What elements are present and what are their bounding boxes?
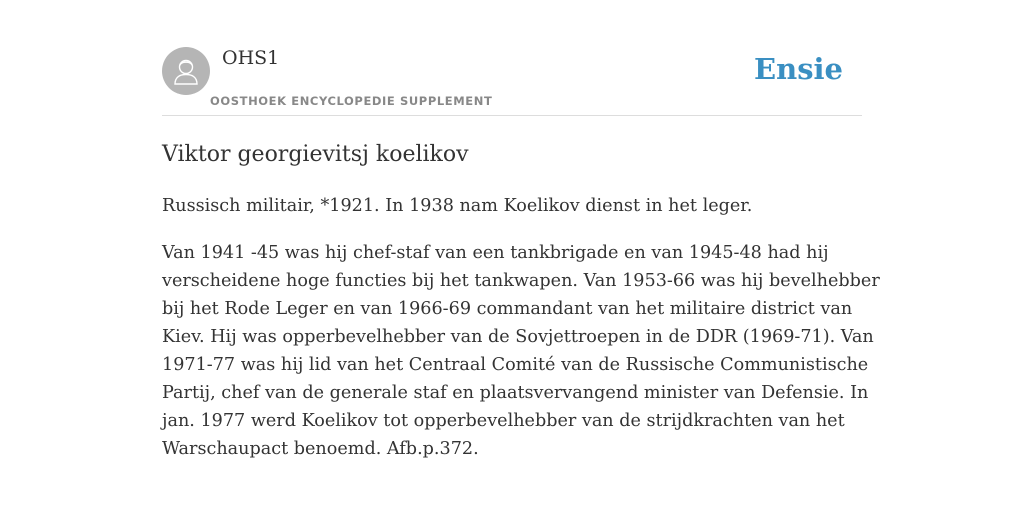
user-icon	[162, 47, 210, 95]
source-subtitle: OOSTHOEK ENCYCLOPEDIE SUPPLEMENT	[210, 94, 493, 108]
brand-logo[interactable]: Ensie	[754, 52, 843, 86]
article-paragraph-1: Russisch militair, *1921. In 1938 nam Koelikov dienst in het leger.	[162, 196, 753, 216]
header	[162, 0, 862, 116]
paragraph-line: bij het Rode Leger en van 1966-69 commandant van het militaire district van	[162, 299, 853, 319]
article-paragraph-2	[162, 239, 880, 463]
source-avatar[interactable]	[162, 47, 210, 95]
paragraph-line: Warschaupact benoemd. Afb.p.372.	[162, 439, 479, 459]
paragraph-line: jan. 1977 werd Koelikov tot opperbevelhebber van de strijdkrachten van het	[162, 411, 845, 431]
article-title: Viktor georgievitsj koelikov	[162, 142, 469, 167]
paragraph-line: 1971-77 was hij lid van het Centraal Comité van de Russische Communistische	[162, 355, 869, 375]
paragraph-line: verscheidene hoge functies bij het tankwapen. Van 1953-66 was hij bevelhebber	[162, 271, 880, 291]
page-container	[162, 0, 880, 459]
paragraph-line: Van 1941 -45 was hij chef-staf van een tankbrigade en van 1945-48 had hij	[162, 243, 829, 263]
source-name[interactable]: OHS1	[222, 47, 280, 69]
paragraph-line: Partij, chef van de generale staf en plaatsvervangend minister van Defensie. In	[162, 383, 869, 403]
paragraph-line: Kiev. Hij was opperbevelhebber van de Sovjettroepen in de DDR (1969-71). Van	[162, 327, 874, 347]
